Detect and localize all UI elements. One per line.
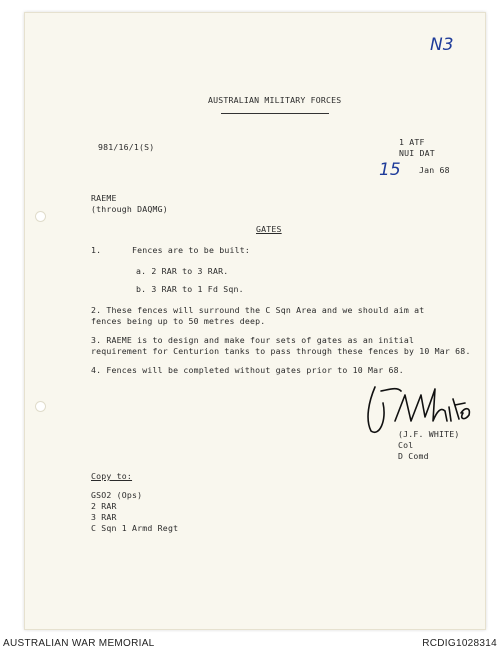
para1-item-b: b. 3 RAR to 1 Fd Sqn. <box>136 284 244 294</box>
header-underline <box>221 113 329 114</box>
copy-to-item: GSO2 (Ops) <box>91 490 143 500</box>
handwritten-date-day: 15 <box>379 160 401 180</box>
para1-number: 1. <box>91 245 102 255</box>
copy-to-item: 2 RAR <box>91 501 117 511</box>
para1-text: Fences are to be built: <box>132 245 250 255</box>
signatory-appointment: D Comd <box>398 451 429 461</box>
signatory-rank: Col <box>398 440 414 450</box>
handwritten-page-id: N3 <box>430 35 454 55</box>
from-unit: 1 ATF <box>399 137 425 147</box>
document-header: AUSTRALIAN MILITARY FORCES <box>208 95 342 105</box>
punch-hole-bottom <box>35 401 46 412</box>
footer-record-id: RCDIG1028314 <box>422 638 497 649</box>
date-rest: Jan 68 <box>419 165 450 175</box>
addressee-line1: RAEME <box>91 193 117 203</box>
para3-line1: 3. RAEME is to design and make four sets of gates as an initial <box>91 335 415 345</box>
file-reference: 981/16/1(S) <box>98 142 155 152</box>
para2-line1: 2. These fences will surround the C Sqn Area and we should aim at <box>91 305 425 315</box>
copy-to-heading: Copy to: <box>91 471 133 481</box>
copy-to-item: C Sqn 1 Armd Regt <box>91 523 179 533</box>
copy-to-item: 3 RAR <box>91 512 117 522</box>
para4-text: 4. Fences will be completed without gates prior to 10 Mar 68. <box>91 365 404 375</box>
punch-hole-top <box>35 211 46 222</box>
para3-line2: requirement for Centurion tanks to pass through these fences by 10 Mar 68. <box>91 346 471 356</box>
subject-title: GATES <box>256 224 282 234</box>
addressee-line2: (through DAQMG) <box>91 204 168 214</box>
signatory-name: (J.F. WHITE) <box>398 429 460 439</box>
para1-item-a: a. 2 RAR to 3 RAR. <box>136 266 229 276</box>
para2-line2: fences being up to 50 metres deep. <box>91 316 266 326</box>
from-location: NUI DAT <box>399 148 435 158</box>
document-page <box>24 12 486 630</box>
footer-archive-name: AUSTRALIAN WAR MEMORIAL <box>3 638 155 649</box>
